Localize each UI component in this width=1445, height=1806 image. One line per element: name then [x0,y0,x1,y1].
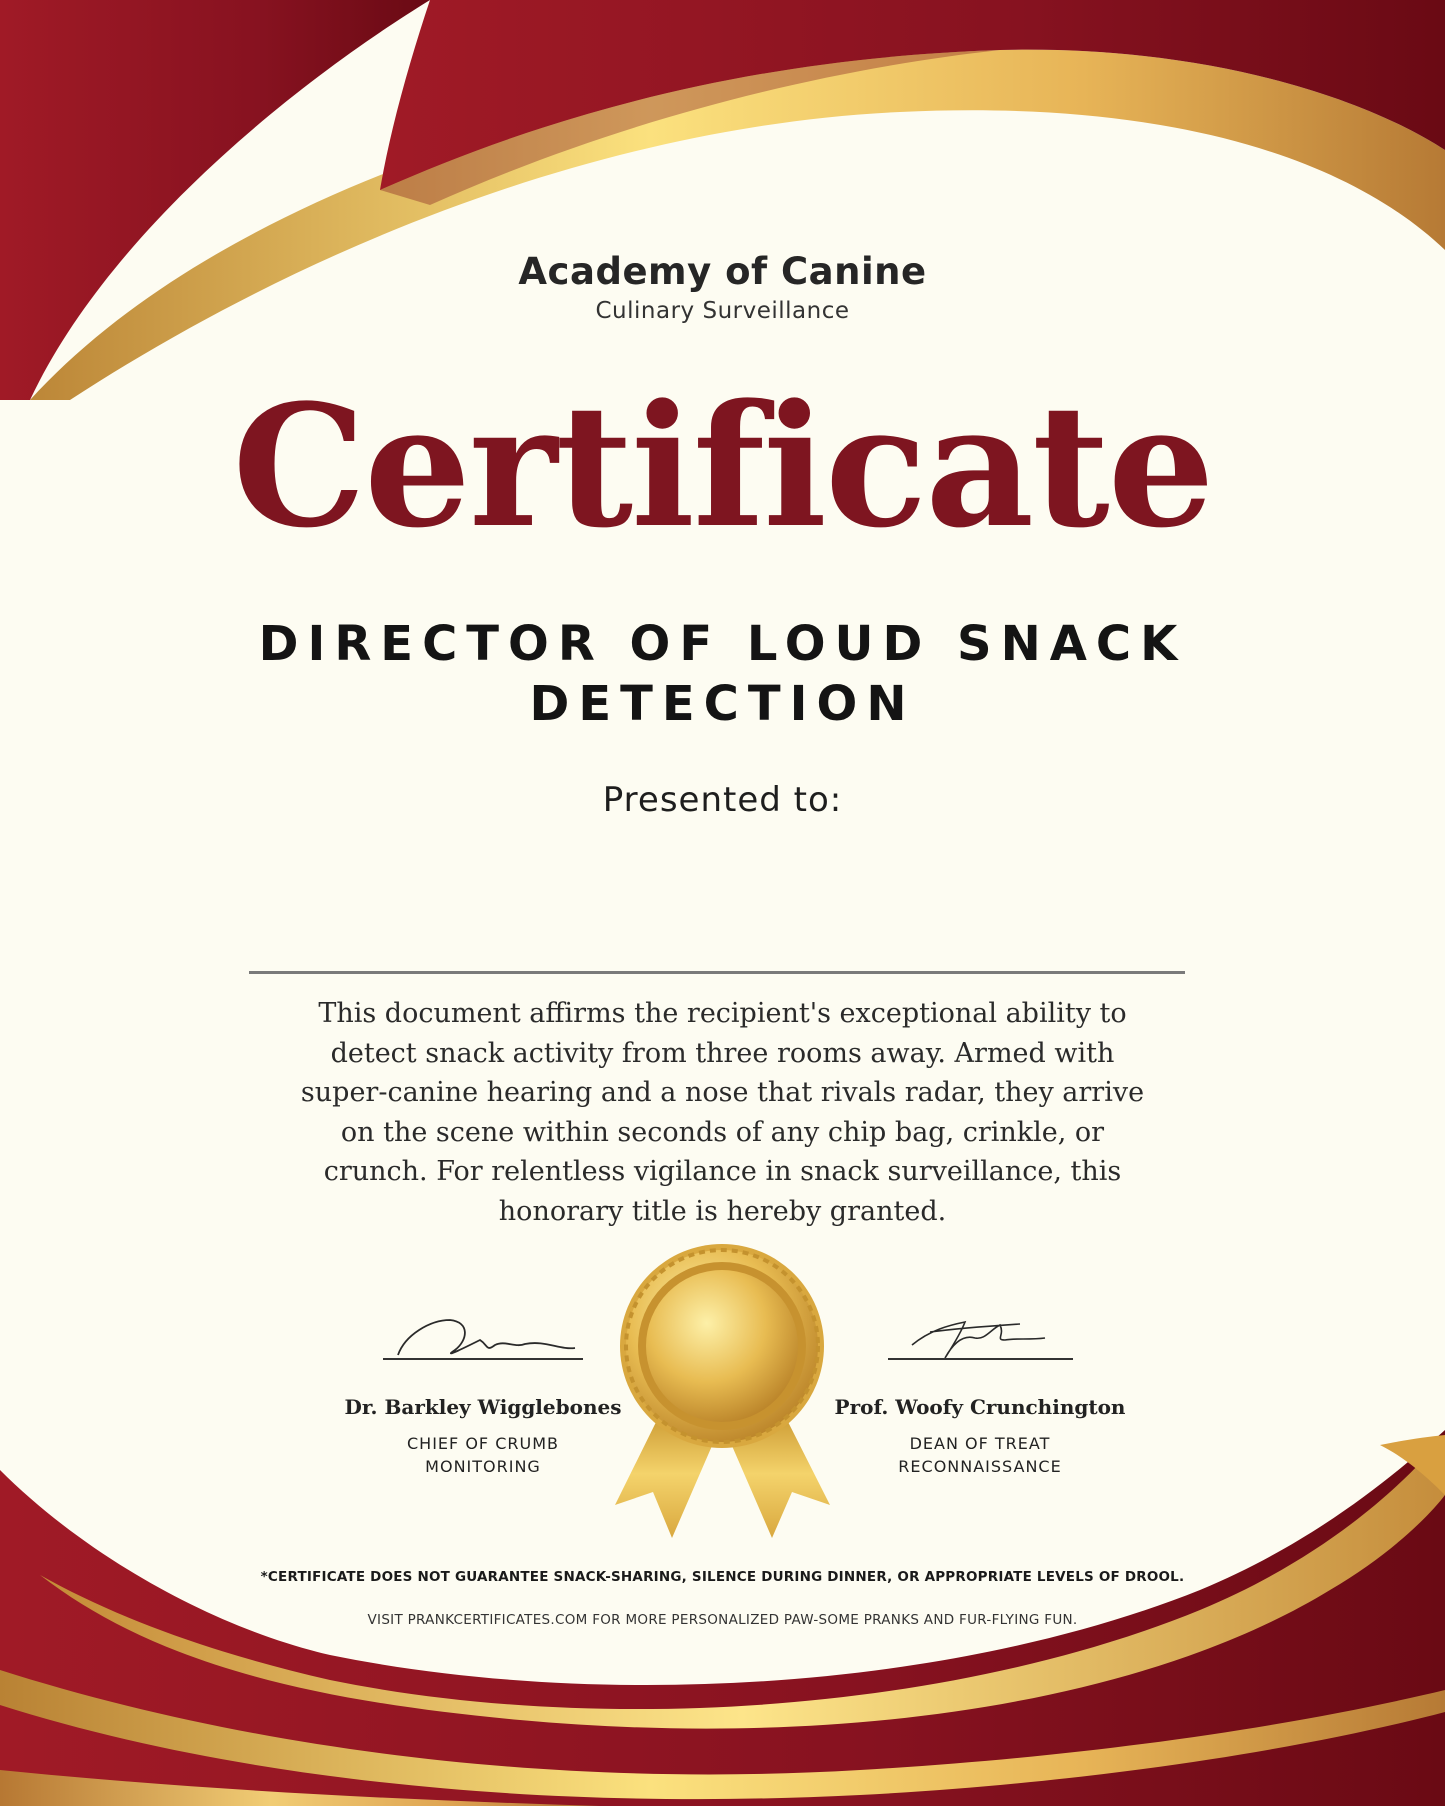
organization-name: Academy of Canine [518,250,927,293]
certificate-title: Certificate [232,367,1213,565]
website-promo-text: VISIT PRANKCERTIFICATES.COM FOR MORE PERSONALIZED PAW-SOME PRANKS AND FUR-FLYING FUN. [367,1612,1078,1628]
signature-icon [912,1322,1045,1358]
signer-name: Dr. Barkley Wigglebones [344,1395,622,1419]
signer-name: Prof. Woofy Crunchington [834,1395,1126,1419]
signer-role: DEAN OF TREAT RECONNAISSANCE [898,1434,1062,1476]
signature-line-left [383,1358,583,1360]
disclaimer-text: *CERTIFICATE DOES NOT GUARANTEE SNACK-SHARING, SILENCE DURING DINNER, OR APPROPRIATE LEVELS OF DROOL. [260,1569,1185,1585]
gold-award-seal-icon [615,1244,830,1538]
organization-subtitle: Culinary Surveillance [595,298,850,324]
presented-to-label: Presented to: [602,780,843,820]
certificate-body: This document affirms the recipient's exceptional ability to detect snack activity from three rooms away. Armed with super-canine hearing and a nose that rivals radar, they arrive on the scene within seconds of any chip bag, crinkle, or crunch. For relentless vigilance in snack surveillance, this honorary title is hereby granted. [300,998,1145,1227]
recipient-name-line [249,971,1185,974]
award-title: DIRECTOR OF LOUD SNACK DETECTION [258,616,1187,732]
signature-icon [398,1320,575,1355]
signature-line-right [888,1358,1073,1360]
signer-role: CHIEF OF CRUMB MONITORING [407,1434,559,1476]
